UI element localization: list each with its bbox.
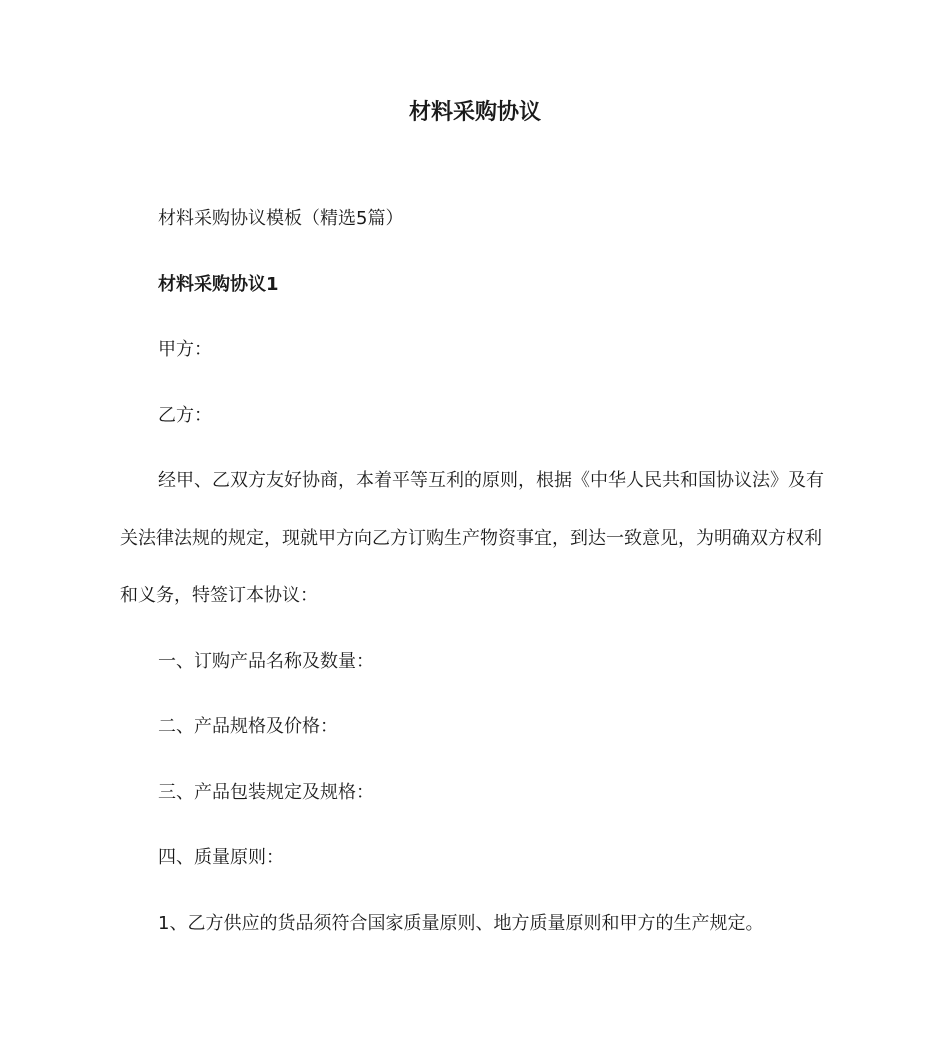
clause-packaging: 三、产品包装规定及规格： bbox=[158, 782, 374, 803]
party-a-label: 甲方： bbox=[158, 339, 212, 360]
quality-item-1: 1、乙方供应的货品须符合国家质量原则、地方质量原则和甲方的生产规定。 bbox=[158, 913, 764, 934]
intro-paragraph-line: 经甲、乙双方友好协商，本着平等互利的原则，根据《中华人民共和国协议法》及有 bbox=[158, 470, 824, 491]
clause-product-name-quantity: 一、订购产品名称及数量： bbox=[158, 651, 374, 672]
clause-quality: 四、质量原则： bbox=[158, 847, 284, 868]
section-heading: 材料采购协议1 bbox=[158, 274, 279, 295]
document-subtitle: 材料采购协议模板（精选5篇） bbox=[158, 208, 404, 229]
clause-spec-price: 二、产品规格及价格： bbox=[158, 716, 338, 737]
intro-paragraph-line: 关法律法规的规定，现就甲方向乙方订购生产物资事宜，到达一致意见，为明确双方权利 bbox=[120, 528, 822, 549]
document-title: 材料采购协议 bbox=[408, 100, 541, 125]
intro-paragraph-line: 和义务，特签订本协议： bbox=[120, 585, 318, 606]
party-b-label: 乙方： bbox=[158, 405, 212, 426]
